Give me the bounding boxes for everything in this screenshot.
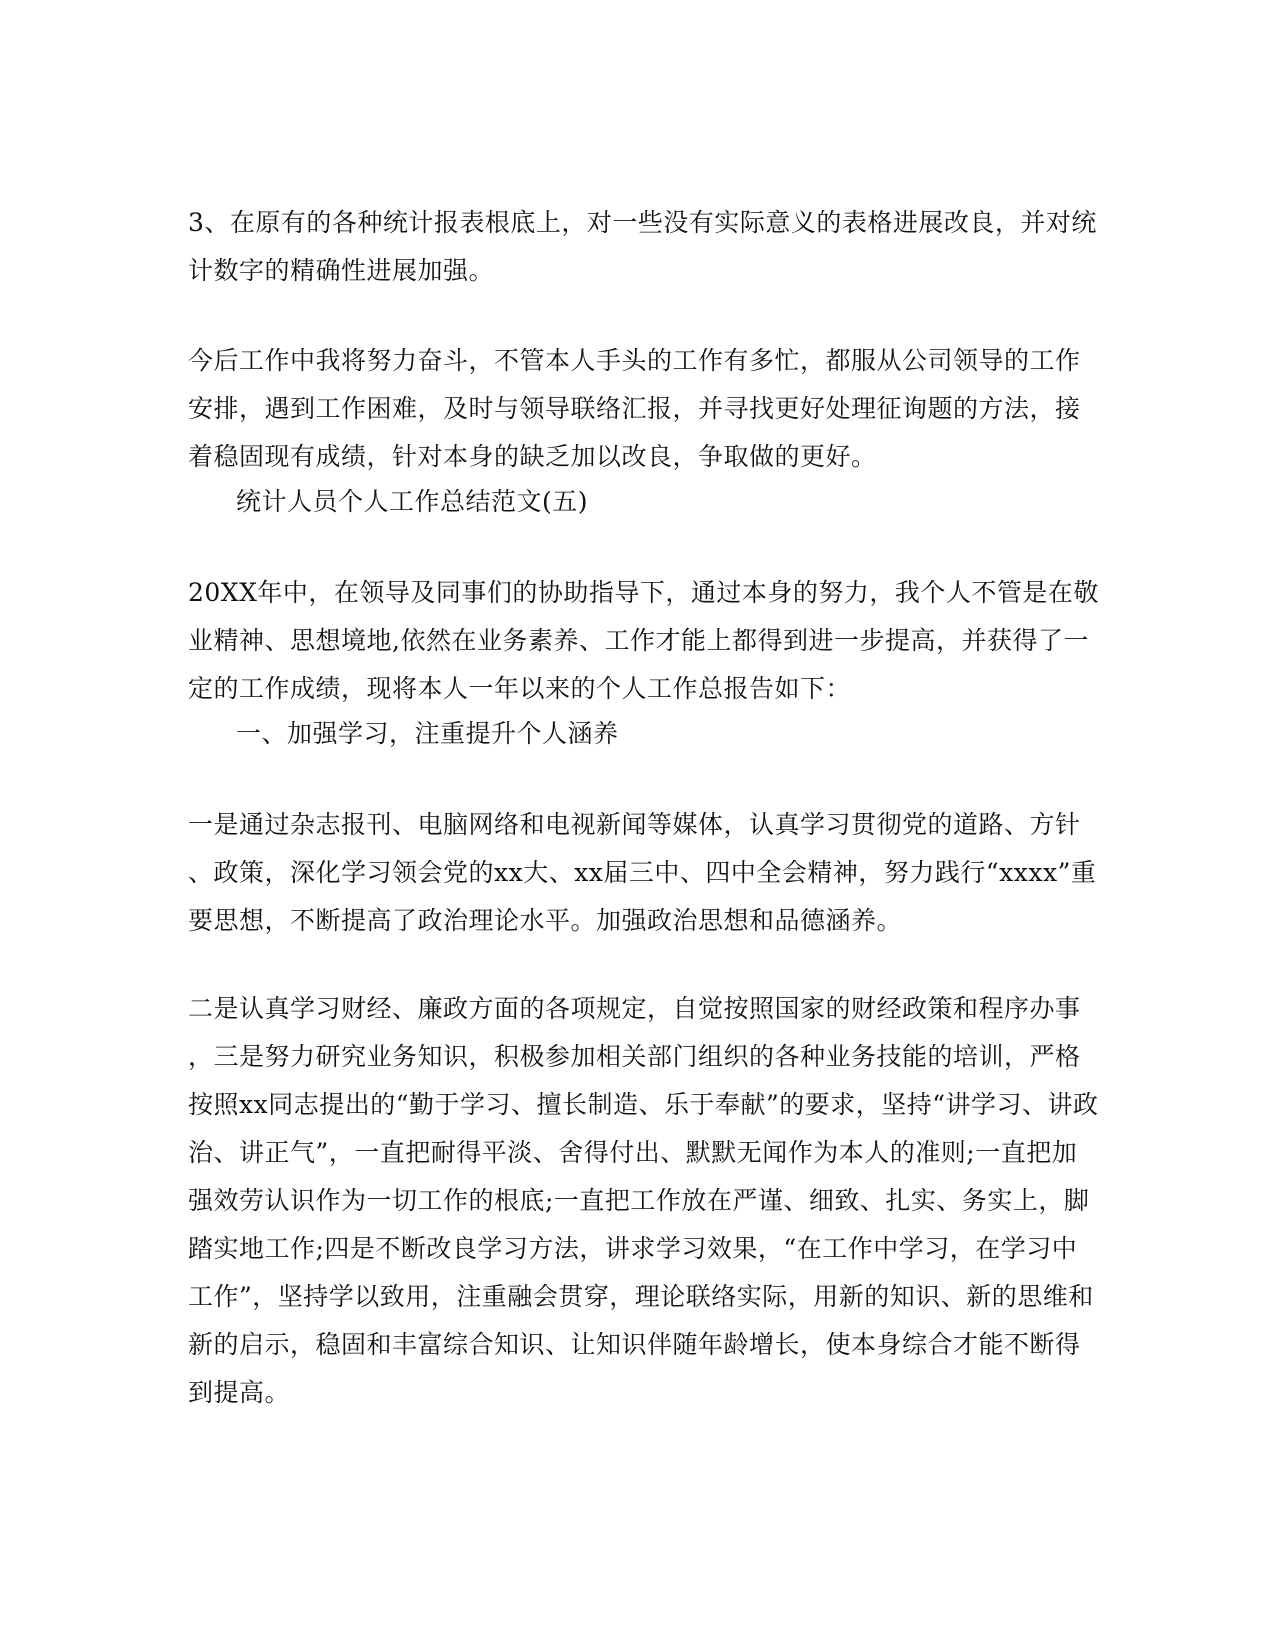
text-line: 计数字的精确性进展加强。 xyxy=(188,256,495,285)
paragraph-point-two xyxy=(188,985,1099,1417)
text-line: 治、讲正气”，一直把耐得平淡、舍得付出、默默无闻作为本人的准则;一直把加 xyxy=(188,1138,1078,1167)
text-line: 20XX年中，在领导及同事们的协助指导下，通过本身的努力，我个人不管是在敬 xyxy=(188,578,1099,607)
paragraph-point-one xyxy=(188,801,1097,945)
section-heading-title xyxy=(188,478,1078,526)
text-line: 要思想，不断提高了政治理论水平。加强政治思想和品德涵养。 xyxy=(188,906,903,935)
heading-line: 一、加强学习，注重提升个人涵养 xyxy=(236,719,619,748)
text-line: 二是认真学习财经、廉政方面的各项规定，自觉按照国家的财经政策和程序办事 xyxy=(188,994,1081,1023)
text-line: 工作”，坚持学以致用，注重融会贯穿，理论联络实际，用新的知识、新的思维和 xyxy=(188,1282,1094,1311)
text-line: 强效劳认识作为一切工作的根底;一直把工作放在严谨、细致、扎实、务实上，脚 xyxy=(188,1186,1090,1215)
text-line: 着稳固现有成绩，针对本身的缺乏加以改良，争取做的更好。 xyxy=(188,442,877,471)
text-line: 、政策，深化学习领会党的xx大、xx届三中、四中全会精神，努力践行“xxxx”重 xyxy=(188,858,1097,887)
text-line: 3、在原有的各种统计报表根底上，对一些没有实际意义的表格进展改良，并对统 xyxy=(188,208,1097,237)
text-line: 业精神、思想境地,依然在业务素养、工作才能上都得到进一步提高，并获得了一 xyxy=(188,626,1089,655)
text-line: 按照xx同志提出的“勤于学习、擅长制造、乐于奉献”的要求，坚持“讲学习、讲政 xyxy=(188,1090,1099,1119)
text-line: 踏实地工作;四是不断改良学习方法，讲求学习效果，“在工作中学习，在学习中 xyxy=(188,1234,1078,1263)
text-line: 一是通过杂志报刊、电脑网络和电视新闻等媒体，认真学习贯彻党的道路、方针 xyxy=(188,810,1081,839)
text-line: 新的启示，稳固和丰富综合知识、让知识伴随年龄增长，使本身综合才能不断得 xyxy=(188,1330,1081,1359)
section-heading-study xyxy=(188,710,1078,758)
text-line: ，三是努力研究业务知识，积极参加相关部门组织的各种业务技能的培训，严格 xyxy=(188,1042,1081,1071)
text-line: 定的工作成绩，现将本人一年以来的个人工作总报告如下： xyxy=(188,674,852,703)
text-line: 到提高。 xyxy=(188,1378,291,1407)
text-line: 安排，遇到工作困难，及时与领导联络汇报，并寻找更好处理征询题的方法，接 xyxy=(188,394,1081,423)
paragraph-annual-summary xyxy=(188,569,1099,713)
paragraph-stats-report xyxy=(188,199,1097,295)
heading-line: 统计人员个人工作总结范文(五) xyxy=(236,487,589,516)
paragraph-future-work xyxy=(188,337,1081,481)
text-line: 今后工作中我将努力奋斗，不管本人手头的工作有多忙，都服从公司领导的工作 xyxy=(188,346,1081,375)
